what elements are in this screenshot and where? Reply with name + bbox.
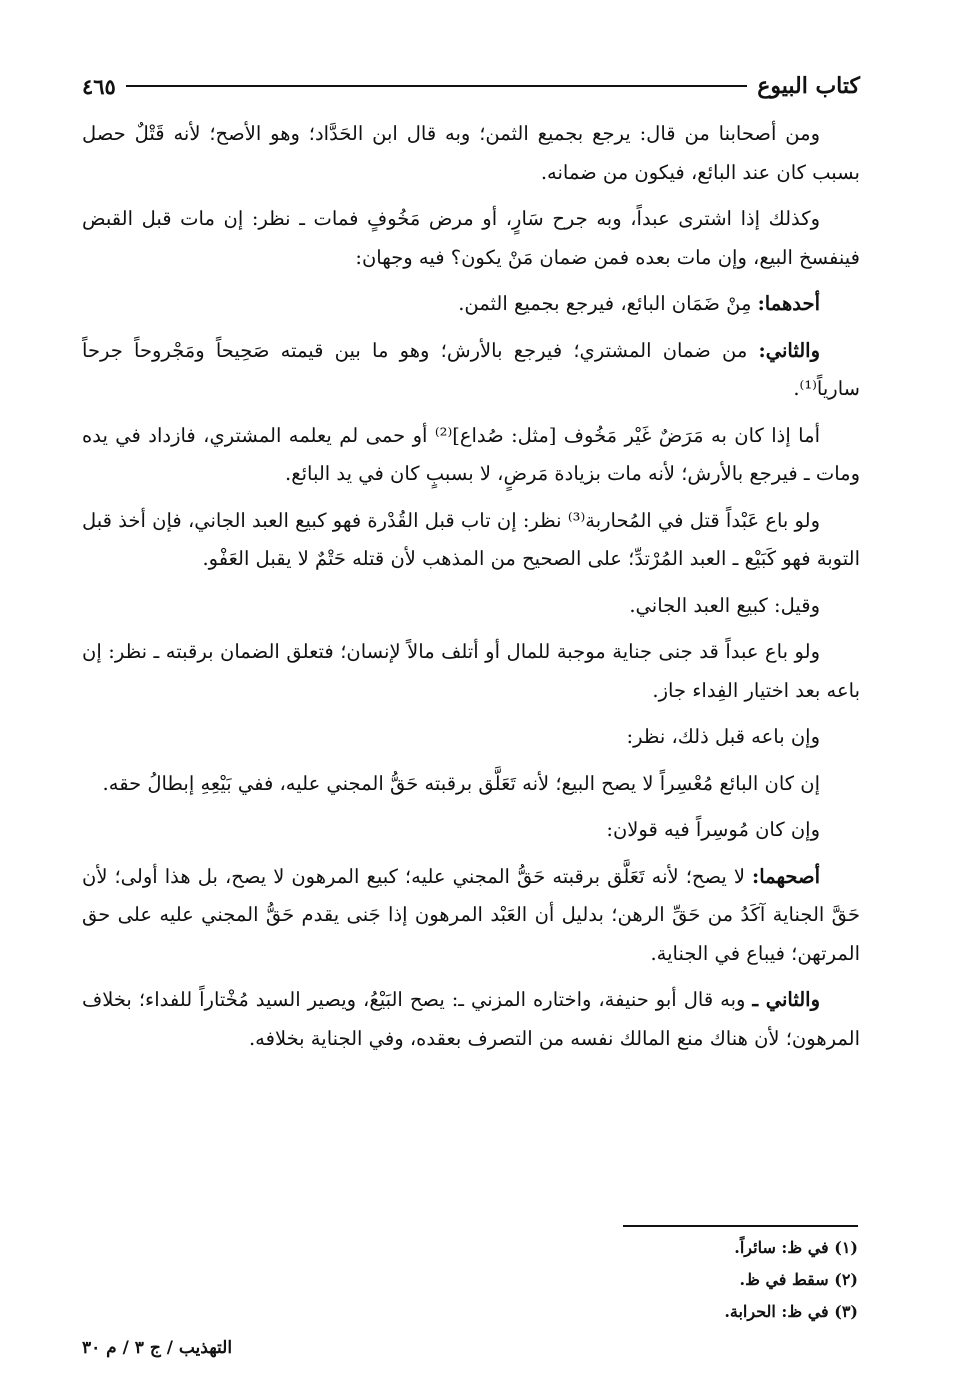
paragraph: أحدهما: مِنْ ضَمَان البائع، فيرجع بجميع الثمن. (458, 292, 820, 315)
paragraph-lead: والثاني ـ (752, 988, 820, 1011)
paragraph: وكذلك إذا اشترى عبداً، وبه جرح سَارٍ، أو مرض مَخُوفٍ فمات ـ نظر: إن مات قبل القبض فينفسخ البيع، وإن مات بعده فمن ضمان مَنْ يكون؟ فيه وجهان: (82, 207, 860, 269)
paragraph-lead: والثاني: (758, 338, 820, 362)
paragraph-lead: أصحهما: (752, 864, 820, 888)
page-number: ٤٦٥ (82, 73, 116, 99)
running-header (82, 66, 860, 106)
chapter-title: كتاب البيوع (757, 73, 860, 99)
paragraph: ومن أصحابنا من قال: يرجع بجميع الثمن؛ وبه قال ابن الحَدَّاد؛ وهو الأصح؛ لأنه قَتْلٌ حصل بسبب كان عند البائع، فيكون من ضمانه. (82, 122, 860, 184)
paragraph-lead: أحدهما: (757, 292, 820, 315)
paragraph: وإن باعه قبل ذلك، نظر: (626, 725, 820, 748)
paragraph: والثاني ـ وبه قال أبو حنيفة، واختاره المزني ـ: يصح البَيْعُ، ويصير السيد مُخْتاراً للفداء؛ بخلاف المرهون؛ لأن هناك منع المالك نفسه من التصرف بعقده، وفي الجناية بخلافه. (82, 988, 860, 1050)
footnote-rule (623, 1225, 858, 1227)
paragraph: والثاني: من ضمان المشتري؛ فيرجع بالأرش؛ وهو ما بين قيمته صَحِيحاً ومَجْروحاً جرحاً سارياً⁽¹⁾. (82, 338, 860, 400)
paragraph: ولو باع عبداً قد جنى جناية موجبة للمال أو أتلف مالاً لإنسان؛ فتعلق الضمان برقبته ـ نظر: إن باعه بعد اختيار الفِداء جاز. (82, 640, 860, 702)
footnote: (٢) سقط في ظ. (739, 1270, 858, 1289)
footnote: (٣) في ظ: الحرابة. (724, 1302, 858, 1321)
main-text (82, 115, 860, 1066)
paragraph: وقيل: كبيع العبد الجاني. (629, 593, 820, 617)
paragraph: ولو باع عَبْداً قتل في المُحاربة⁽³⁾ نظر: إن تاب قبل القُدْرة فهو كبيع العبد الجاني، فإن أخذ قبل التوبة فهو كَبَيْع ـ العبد المُرْتدِّ؛ على الصحيح من المذهب لأن قتله حَتْمٌ لا يقبل العَفْو. (82, 508, 860, 570)
header-rule (126, 85, 747, 87)
paragraph: وإن كان مُوسِراً فيه قولان: (606, 818, 820, 841)
footnote: (١) في ظ: سائراً. (734, 1238, 858, 1257)
footnotes (458, 1232, 858, 1328)
paragraph: أصحهما: لا يصح؛ لأنه تَعَلَّق برقبته حَقُّ المجني عليه؛ كبيع المرهون لا يصح، بل هذا أولى؛ لأن حَقَّ الجناية آكَدُ من حَقِّ الرهن؛ بدليل أن العَبْد المرهون إذا جَنى يقدم حَقُّ المجني عليه على حق المرتهن؛ فيباع في الجناية. (82, 864, 860, 965)
printer-signature: التهذيب / ج ٣ / م ٣٠ (82, 1338, 233, 1358)
paragraph: إن كان البائع مُعْسِراً لا يصح البيع؛ لأنه تَعَلَّق برقبته حَقُّ المجني عليه، ففي بَيْعِهِ إبطالُ حقه. (102, 771, 820, 795)
paragraph: أما إذا كان به مَرَضٌ غَيْر مَخُوف [مثل: صُداع]⁽²⁾ أو حمى لم يعلمه المشتري، فازداد في يده ومات ـ فيرجع بالأرش؛ لأنه مات بزيادة مَرضٍ، لا بسببٍ كان في يد البائع. (82, 423, 860, 485)
